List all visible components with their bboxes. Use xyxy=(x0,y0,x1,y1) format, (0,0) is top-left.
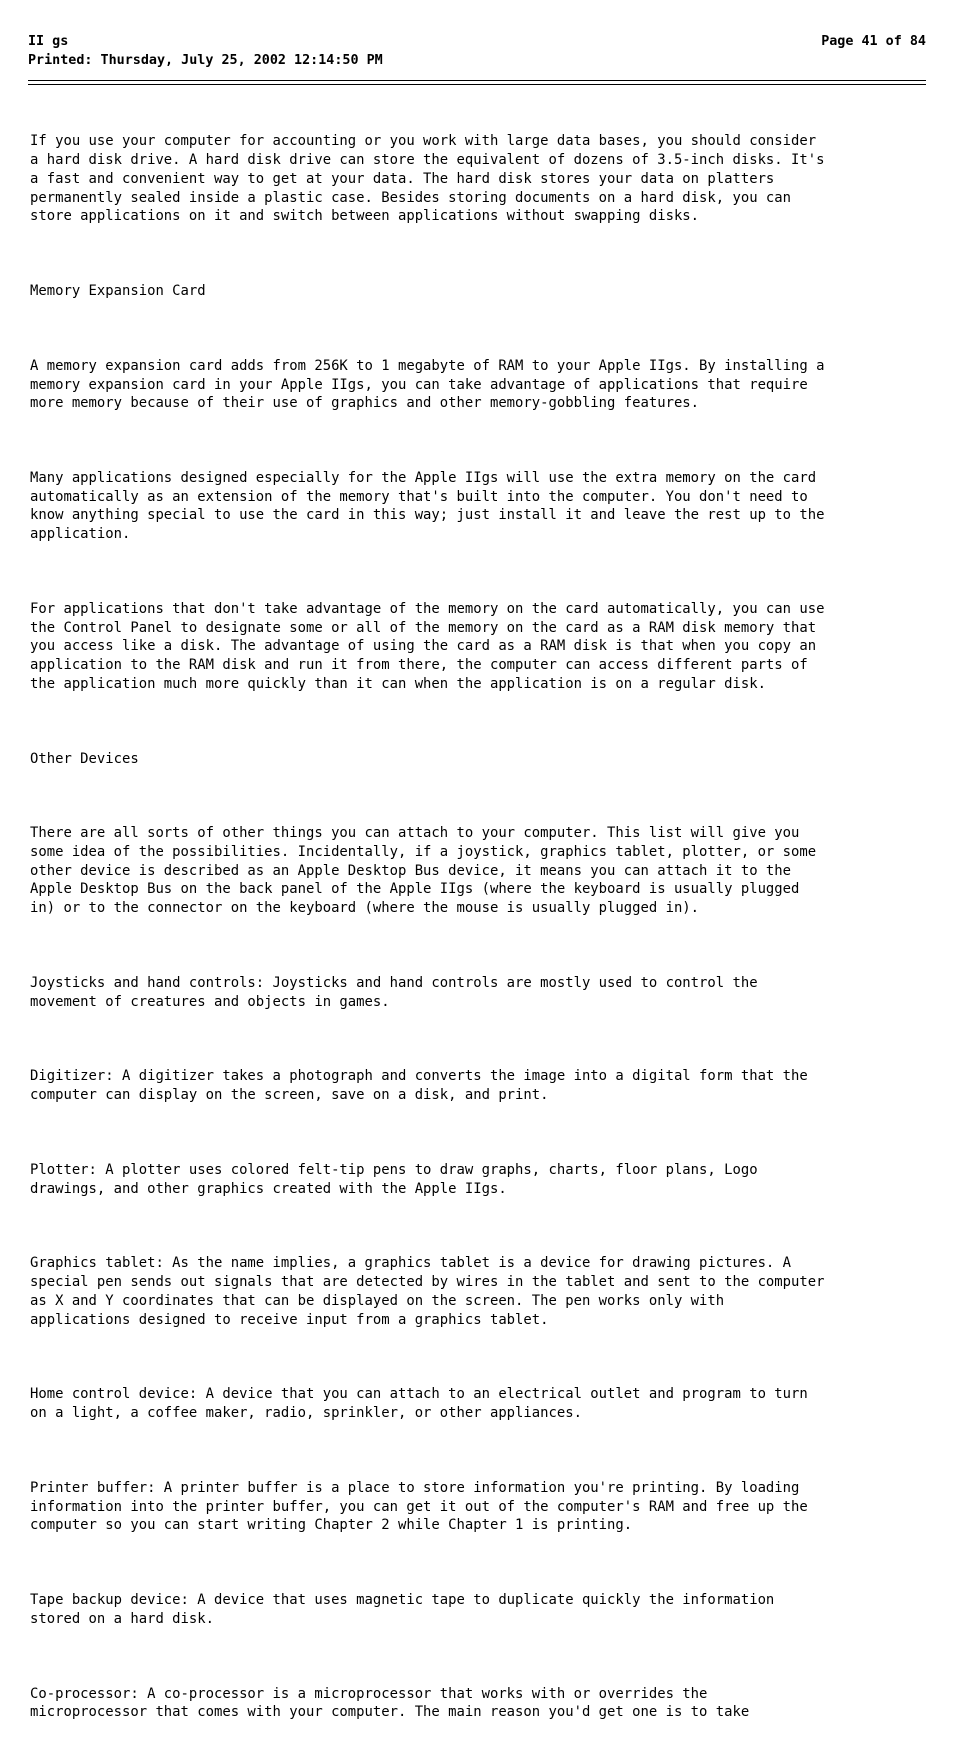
paragraph-co-processor: Co-processor: A co-processor is a microprocessor that works with or overrides the microprocessor that comes with your computer. The main reason you'd get one is to take xyxy=(30,1685,750,1721)
paragraph-joysticks: Joysticks and hand controls: Joysticks and hand controls are mostly used to control the movement of creatures and objects in games. xyxy=(30,974,758,1010)
document-body xyxy=(30,95,930,1759)
paragraph-ram-disk: For applications that don't take advantage of the memory on the card automatically, you can use the Control Panel to designate some or all of the memory on the card as a RAM disk memory that you access like a disk. The advantage of using the card as a RAM disk is that when you copy an application to the RAM disk and run it from there, the computer can access different parts of the application much more quickly than it can when the application is on a regular disk. xyxy=(30,600,825,692)
paragraph-printer-buffer: Printer buffer: A printer buffer is a place to store information you're printing. By loading information into the printer buffer, you can get it out of the computer's RAM and free up the computer so you can start writing Chapter 2 while Chapter 1 is printing. xyxy=(30,1479,808,1534)
header-divider-bottom xyxy=(28,84,926,85)
page-number: Page 41 of 84 xyxy=(821,34,926,49)
header-bottom-row xyxy=(28,51,926,70)
heading-memory-expansion-card: Memory Expansion Card xyxy=(30,283,206,300)
paragraph-plotter: Plotter: A plotter uses colored felt-tip pens to draw graphs, charts, floor plans, Logo drawings, and other graphics created with the Apple IIgs. xyxy=(30,1161,758,1197)
document-title: II gs xyxy=(28,34,69,49)
print-header xyxy=(28,32,926,70)
paragraph-hard-disk: If you use your computer for accounting or you work with large data bases, you should consider a hard disk drive. A hard disk drive can store the equivalent of dozens of 3.5-inch disks. It's a fast and convenient way to get at your data. The hard disk stores your data on platters permanently sealed inside a plastic case. Besides storing documents on a hard disk, you can store applications on it and switch between applications without swapping disks. xyxy=(30,133,825,225)
paragraph-tape-backup: Tape backup device: A device that uses magnetic tape to duplicate quickly the information stored on a hard disk. xyxy=(30,1592,775,1627)
paragraph-home-control: Home control device: A device that you can attach to an electrical outlet and program to turn on a light, a coffee maker, radio, sprinkler, or other appliances. xyxy=(30,1386,808,1422)
header-top-row xyxy=(28,32,926,51)
paragraph-other-devices-intro: There are all sorts of other things you can attach to your computer. This list will give you some idea of the possibilities. Incidentally, if a joystick, graphics tablet, plotter, or some other device is described as an Apple Desktop Bus device, it means you can attach it to the Apple Desktop Bus on the back panel of the Apple IIgs (where the keyboard is usually plugged in) or to the connector on the keyboard (where the mouse is usually plugged in). xyxy=(30,825,817,917)
paragraph-digitizer: Digitizer: A digitizer takes a photograph and converts the image into a digital form that the computer can display on the screen, save on a disk, and print. xyxy=(30,1068,808,1104)
header-divider-top xyxy=(28,80,926,81)
paragraph-memory-card-intro: A memory expansion card adds from 256K to 1 megabyte of RAM to your Apple IIgs. By installing a memory expansion card in your Apple IIgs, you can take advantage of applications that require more memory because of their use of graphics and other memory-gobbling features. xyxy=(30,357,825,412)
paragraph-graphics-tablet: Graphics tablet: As the name implies, a graphics tablet is a device for drawing pictures. A special pen sends out signals that are detected by wires in the tablet and sent to the computer as X and Y coordinates that can be displayed on the screen. The pen works only with applications designed to receive input from a graphics tablet. xyxy=(30,1255,825,1328)
paragraph-memory-card-automatic: Many applications designed especially for the Apple IIgs will use the extra memory on the card automatically as an extension of the memory that's built into the computer. You don't need to know anything special to use the card in this way; just install it and leave the rest up to the application. xyxy=(30,470,825,543)
heading-other-devices: Other Devices xyxy=(30,750,139,767)
printed-timestamp: Printed: Thursday, July 25, 2002 12:14:50 PM xyxy=(28,53,383,68)
